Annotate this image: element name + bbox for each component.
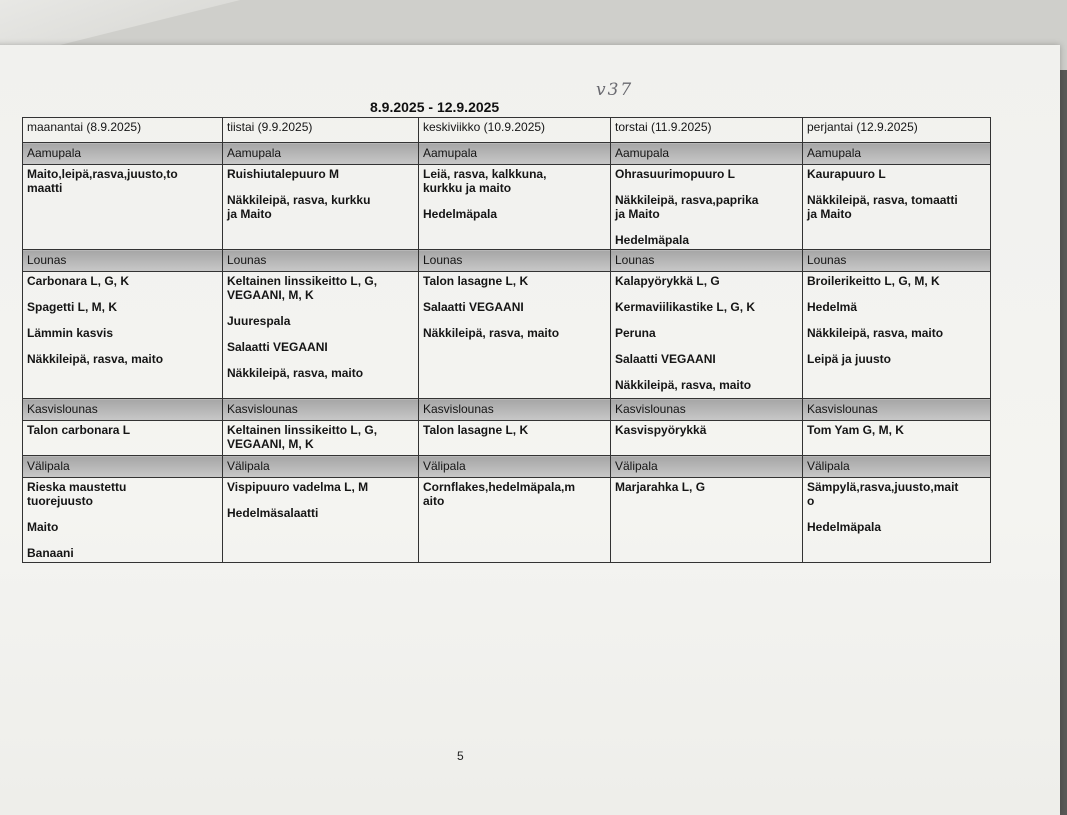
breakfast-cell — [223, 165, 419, 250]
day-header-mon: maanantai (8.9.2025) — [23, 118, 223, 143]
menu-item: Kalapyörykkä L, G — [615, 274, 720, 288]
lunch-label: Lounas — [23, 250, 223, 272]
breakfast-label: Aamupala — [611, 143, 803, 165]
breakfast-cell — [611, 165, 803, 250]
lunch-cell — [611, 272, 803, 399]
snack-label: Välipala — [803, 456, 991, 478]
breakfast-cell — [23, 165, 223, 250]
menu-item: Näkkileipä, rasva, maito — [423, 326, 560, 340]
menu-item: Hedelmäsalaatti — [227, 506, 319, 520]
menu-item: Keltainen linssikeitto L, G, VEGAANI, M, K — [227, 274, 378, 302]
menu-body — [23, 143, 991, 563]
menu-item: Näkkileipä, rasva, maito — [227, 366, 364, 380]
menu-item: Spagetti L, M, K — [27, 300, 117, 314]
veg-lunch-label: Kasvislounas — [419, 399, 611, 421]
breakfast-label: Aamupala — [223, 143, 419, 165]
veg-lunch-label: Kasvislounas — [23, 399, 223, 421]
handwritten-week-note: v37 — [596, 80, 634, 100]
menu-item: Kasvispyörykkä — [615, 423, 707, 437]
breakfast-label-row — [23, 143, 991, 165]
menu-item: Salaatti VEGAANI — [615, 352, 716, 366]
menu-item: Rieska maustettu tuorejuusto — [27, 480, 127, 508]
menu-item: Kaurapuuro L — [807, 167, 886, 181]
breakfast-cell — [803, 165, 991, 250]
breakfast-label: Aamupala — [803, 143, 991, 165]
menu-item: Cornflakes,hedelmäpala,m aito — [423, 480, 576, 508]
breakfast-label: Aamupala — [23, 143, 223, 165]
lunch-cell — [419, 272, 611, 399]
menu-item: Maito — [27, 520, 59, 534]
snack-items-row — [23, 478, 991, 563]
snack-label-row — [23, 456, 991, 478]
menu-item: Juurespala — [227, 314, 291, 328]
lunch-cell — [223, 272, 419, 399]
day-header-wed: keskiviikko (10.9.2025) — [419, 118, 611, 143]
menu-item: Hedelmä — [807, 300, 858, 314]
menu-item: Peruna — [615, 326, 656, 340]
veg-lunch-cell — [611, 421, 803, 456]
lunch-label: Lounas — [611, 250, 803, 272]
lunch-cell — [803, 272, 991, 399]
breakfast-cell — [419, 165, 611, 250]
menu-item: Hedelmäpala — [423, 207, 498, 221]
weekly-menu-table — [22, 117, 991, 563]
lunch-items-row — [23, 272, 991, 399]
lunch-label: Lounas — [223, 250, 419, 272]
lunch-label: Lounas — [803, 250, 991, 272]
menu-item: Talon carbonara L — [27, 423, 131, 437]
menu-item: Keltainen linssikeitto L, G, VEGAANI, M, K — [227, 423, 378, 451]
menu-item: Näkkileipä, rasva, kurkku ja Maito — [227, 193, 371, 221]
veg-lunch-label: Kasvislounas — [803, 399, 991, 421]
snack-label: Välipala — [419, 456, 611, 478]
veg-lunch-cell — [419, 421, 611, 456]
menu-item: Ruishiutalepuuro M — [227, 167, 339, 181]
veg-lunch-cell — [23, 421, 223, 456]
snack-label: Välipala — [23, 456, 223, 478]
menu-item: Carbonara L, G, K — [27, 274, 130, 288]
menu-item: Hedelmäpala — [807, 520, 882, 534]
menu-item: Marjarahka L, G — [615, 480, 706, 494]
menu-item: Hedelmäpala — [615, 233, 690, 247]
snack-cell — [23, 478, 223, 563]
menu-date-range-title: 8.9.2025 - 12.9.2025 — [370, 99, 500, 115]
day-header-fri: perjantai (12.9.2025) — [803, 118, 991, 143]
snack-label: Välipala — [223, 456, 419, 478]
menu-item: Näkkileipä, rasva, tomaatti ja Maito — [807, 193, 958, 221]
breakfast-items-row — [23, 165, 991, 250]
menu-item: Talon lasagne L, K — [423, 423, 529, 437]
day-header-tue: tiistai (9.9.2025) — [223, 118, 419, 143]
lunch-label-row — [23, 250, 991, 272]
veg-lunch-label: Kasvislounas — [611, 399, 803, 421]
menu-item: Tom Yam G, M, K — [807, 423, 904, 437]
day-header-row — [23, 118, 991, 143]
veg-lunch-items-row — [23, 421, 991, 456]
menu-item: Ohrasuurimopuuro L — [615, 167, 735, 181]
menu-item: Näkkileipä, rasva, maito — [615, 378, 752, 392]
lunch-label: Lounas — [419, 250, 611, 272]
menu-item: Näkkileipä, rasva, maito — [27, 352, 164, 366]
menu-item: Talon lasagne L, K — [423, 274, 529, 288]
day-header-thu: torstai (11.9.2025) — [611, 118, 803, 143]
menu-item: Näkkileipä, rasva,paprika ja Maito — [615, 193, 759, 221]
veg-lunch-cell — [803, 421, 991, 456]
snack-cell — [223, 478, 419, 563]
menu-item: Kermaviilikastike L, G, K — [615, 300, 756, 314]
veg-lunch-cell — [223, 421, 419, 456]
menu-item: Broilerikeitto L, G, M, K — [807, 274, 940, 288]
veg-lunch-label: Kasvislounas — [223, 399, 419, 421]
lunch-cell — [23, 272, 223, 399]
menu-item: Lämmin kasvis — [27, 326, 114, 340]
menu-item: Maito,leipä,rasva,juusto,to maatti — [27, 167, 178, 195]
menu-item: Salaatti VEGAANI — [227, 340, 328, 354]
snack-cell — [419, 478, 611, 563]
breakfast-label: Aamupala — [419, 143, 611, 165]
page-number: 5 — [457, 749, 464, 763]
snack-label: Välipala — [611, 456, 803, 478]
menu-item: Leiä, rasva, kalkkuna, kurkku ja maito — [423, 167, 547, 195]
menu-item: Sämpylä,rasva,juusto,mait o — [807, 480, 959, 508]
snack-cell — [611, 478, 803, 563]
veg-lunch-label-row — [23, 399, 991, 421]
menu-item: Vispipuuro vadelma L, M — [227, 480, 369, 494]
menu-item: Banaani — [27, 546, 74, 560]
snack-cell — [803, 478, 991, 563]
menu-item: Näkkileipä, rasva, maito — [807, 326, 944, 340]
menu-item: Salaatti VEGAANI — [423, 300, 524, 314]
menu-item: Leipä ja juusto — [807, 352, 892, 366]
